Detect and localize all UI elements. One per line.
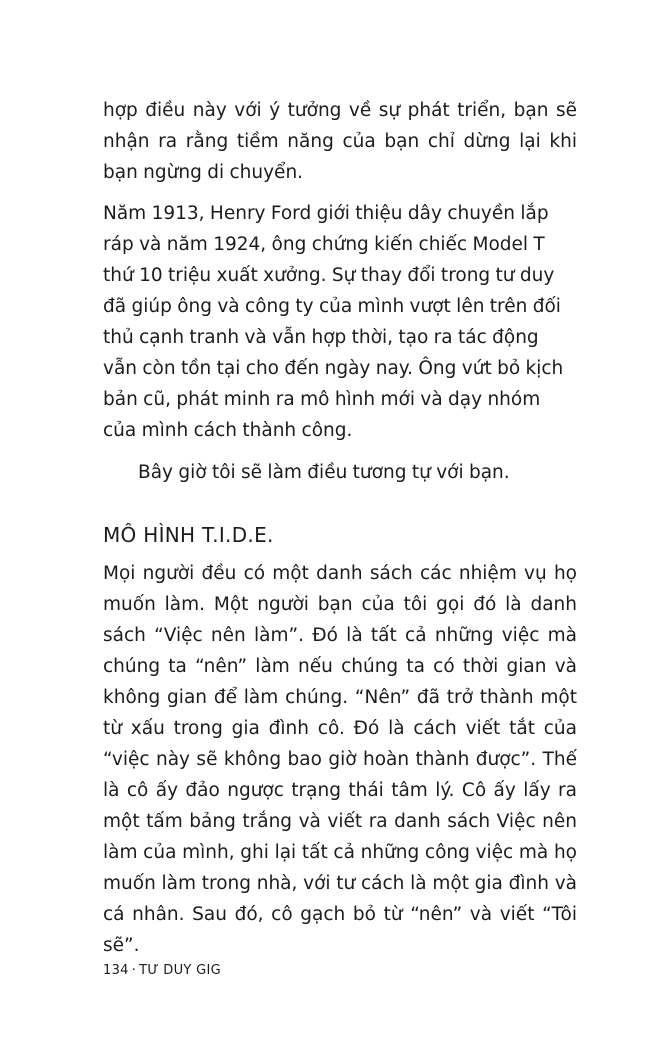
- page-footer: [103, 962, 221, 980]
- paragraph-transition: Bây giờ tôi sẽ làm điều tương tự với bạn.: [138, 462, 510, 483]
- paragraph-henry-ford: Năm 1913, Henry Ford giới thiệu dây chuyền lắp ráp và năm 1924, ông chứng kiến chiếc Model T thứ 10 triệu xuất xưởng. Sự thay đổi trong tư duy đã giúp ông và công ty của mình vượt lên trên đối thủ cạnh tranh và vẫn hợp thời, tạo ra tác động vẫn còn tồn tại cho đến ngày nay. Ông vứt bỏ kịch bản cũ, phát minh ra mô hình mới và dạy nhóm của mình cách thành công.: [103, 203, 564, 441]
- paragraph-continuation: hợp điều này với ý tưởng về sự phát triển, bạn sẽ nhận ra rằng tiềm năng của bạn chỉ dừng lại khi bạn ngừng di chuyển.: [103, 100, 577, 183]
- paragraph-tide-model: Mọi người đều có một danh sách các nhiệm vụ họ muốn làm. Một người bạn của tôi gọi đó là danh sách “Việc nên làm”. Đó là tất cả những việc mà chúng ta “nên” làm nếu chúng ta có thời gian và không gian để làm chúng. “Nên” đã trở thành một từ xấu trong gia đình cô. Đó là cách viết tắt của “việc này sẽ không bao giờ hoàn thành được”. Thế là cô ấy đảo ngược trạng thái tâm lý. Cô ấy lấy ra một tấm bảng trắng và viết ra danh sách Việc nên làm của mình, ghi lại tất cả những công việc mà họ muốn làm trong nhà, với tư cách là một gia đình và cá nhân. Sau đó, cô gạch bỏ từ “nên” và viết “Tôi sẽ”.: [103, 563, 577, 956]
- page-number: 134: [103, 963, 129, 978]
- section-heading: MÔ HÌNH T.I.D.E.: [103, 523, 274, 547]
- footer-separator: ·: [131, 963, 137, 978]
- book-title: TƯ DUY GIG: [139, 963, 221, 978]
